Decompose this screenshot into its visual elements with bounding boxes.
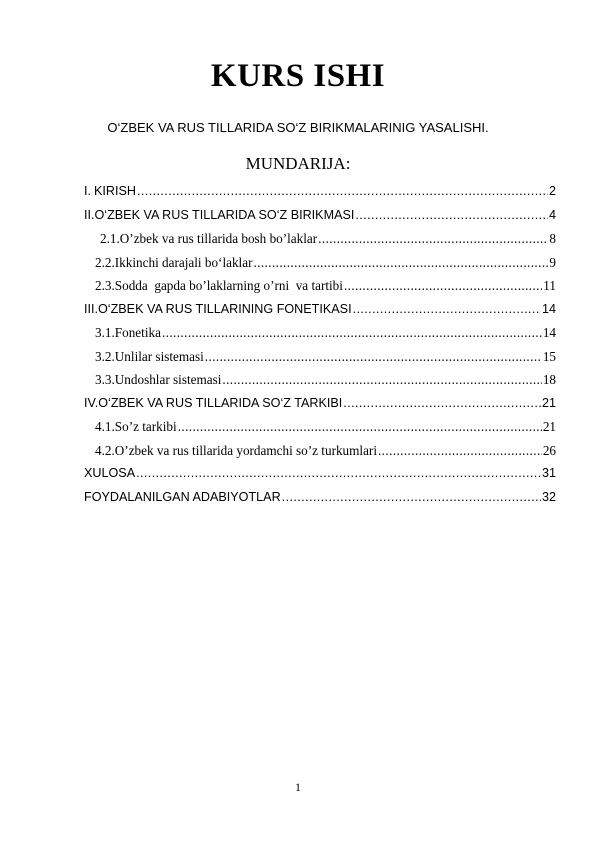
toc-entry-page: 32 (541, 489, 556, 504)
toc-entry-page: 9 (549, 254, 556, 270)
toc-entry-label: O‘ZBEK VA RUS TILLARIDA SO‘Z TARKIBI (98, 395, 343, 410)
toc-entry-number: I. (84, 184, 91, 198)
toc-leader-dots (318, 231, 548, 247)
toc-entry-page: 11 (543, 278, 556, 293)
toc-leader-dots (355, 208, 548, 222)
toc-entry-page: 8 (549, 231, 556, 246)
toc-entry-label: FOYDALANILGAN ADABIYOTLAR (84, 489, 281, 504)
toc-entry-label: Ikkinchi darajali bo‘laklar (114, 254, 253, 270)
toc-entry-number: 3.1. (95, 325, 115, 340)
toc-entry-label: O’zbek va rus tillarida bosh bo’laklar (119, 231, 318, 246)
toc-entry-label: Fonetika (114, 325, 161, 340)
document-subtitle: O‘ZBEK VA RUS TILLARIDA SO‘Z BIRIKMALARINIG YASALISHI. (107, 120, 489, 135)
toc-entry (84, 325, 556, 349)
toc-entry (84, 372, 556, 396)
toc-entry-page: 31 (541, 466, 556, 480)
toc-entry (84, 255, 556, 279)
toc-entry (84, 278, 556, 302)
toc-entry (84, 396, 556, 420)
toc-entry (84, 466, 556, 490)
toc-leader-dots (378, 443, 542, 459)
toc-entry (84, 443, 556, 467)
toc-entry-number: 3.2. (95, 348, 115, 364)
toc-entry (84, 231, 556, 255)
toc-entry-label: XULOSA (84, 466, 136, 480)
toc-entry-page: 18 (542, 372, 556, 387)
toc-leader-dots (344, 278, 542, 294)
toc-entry-page: 26 (542, 442, 556, 458)
toc-leader-dots (162, 325, 542, 341)
toc-leader-dots (137, 184, 548, 198)
toc-entry-label: Undoshlar sistemasi (114, 372, 222, 387)
toc-entry-page: 15 (542, 348, 556, 364)
toc-entry-page: 14 (541, 301, 556, 316)
toc-entry-page: 21 (542, 419, 556, 434)
toc-entry-page: 2 (548, 184, 556, 198)
toc-leader-dots (253, 255, 548, 271)
toc-leader-dots (205, 349, 542, 365)
toc-entry (84, 184, 556, 208)
toc-entry-number: 2.1. (100, 231, 120, 246)
toc-entry-number: 4.2. (95, 442, 115, 458)
toc-entry (84, 302, 556, 326)
toc-entry (84, 349, 556, 373)
toc-leader-dots (178, 419, 542, 435)
toc-leader-dots (353, 302, 541, 316)
toc-entry-page: 4 (548, 207, 556, 222)
toc-entry-label: O‘ZBEK VA RUS TILLARIDA SO‘Z BIRIKMASI (94, 207, 355, 222)
toc-entry-page: 14 (542, 325, 556, 340)
table-of-contents (84, 184, 556, 513)
toc-entry-label: Unlilar sistemasi (114, 348, 204, 364)
toc-entry-label: KIRISH (94, 184, 136, 198)
toc-entry (84, 419, 556, 443)
toc-entry-label: Sodda gapda bo’laklarning o’rni va tartibi (114, 278, 343, 293)
toc-entry-number: III. (84, 301, 98, 316)
document-title: KURS ISHI (210, 58, 386, 94)
toc-leader-dots (222, 372, 541, 388)
toc-leader-dots (136, 466, 541, 480)
page-number: 1 (295, 780, 301, 794)
toc-entry-page: 21 (541, 395, 556, 410)
toc-entry-number: II. (84, 207, 95, 222)
toc-entry-label: O‘ZBEK VA RUS TILLARINING FONETIKASI (98, 301, 352, 316)
toc-entry-number: IV. (84, 395, 99, 410)
contents-heading: MUNDARIJA: (245, 154, 351, 173)
toc-entry-number: 2.3. (95, 278, 115, 293)
toc-entry-number: 2.2. (95, 254, 115, 270)
toc-entry-number: 3.3. (95, 372, 115, 387)
toc-leader-dots (343, 396, 541, 410)
toc-entry (84, 490, 556, 514)
toc-entry-number: 4.1. (95, 419, 115, 434)
toc-entry-label: So’z tarkibi (114, 419, 177, 434)
toc-entry (84, 208, 556, 232)
toc-entry-label: O’zbek va rus tillarida yordamchi so’z turkumlari (114, 442, 377, 458)
toc-leader-dots (282, 490, 541, 504)
